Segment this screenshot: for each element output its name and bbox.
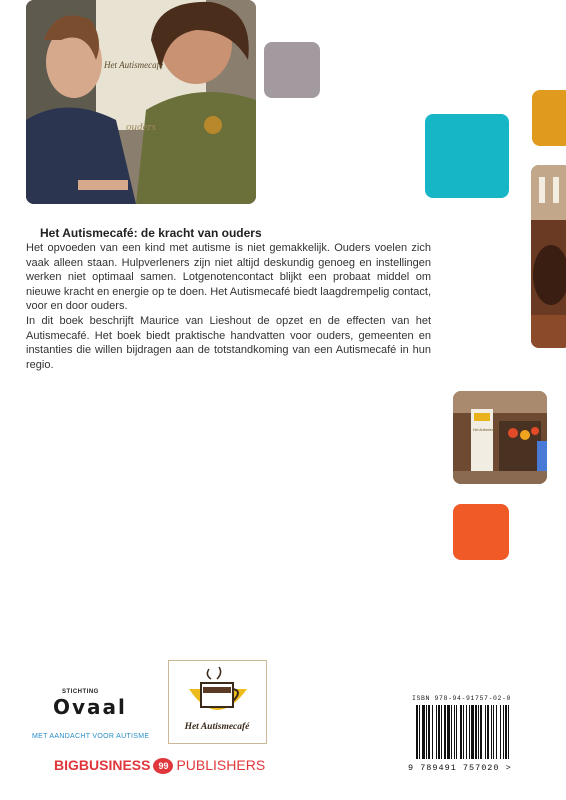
barcode-bar — [469, 705, 470, 759]
mauve-square — [264, 42, 320, 98]
barcode-bar — [451, 705, 452, 759]
blurb-paragraph-2: In dit boek beschrijft Maurice van Lieshout de opzet en de effecten van het Autismecafé. Het boek biedt praktische handvatten voor ouders, gemeenten en instanties die willen bijdragen aan de totstandkoming van een Autismecafé in hun regio. — [26, 314, 431, 371]
barcode-bar — [428, 705, 430, 759]
blurb — [26, 241, 431, 372]
ovaal-prefix: STICHTING — [62, 689, 99, 695]
barcode-bar — [460, 705, 462, 759]
sign-text-2: ouders — [126, 121, 156, 133]
small-sign-text: Het Autismecafé — [473, 428, 499, 432]
barcode-bar — [480, 705, 482, 759]
orange-square — [453, 504, 509, 560]
blurb-paragraph-1: Het opvoeden van een kind met autisme is niet gemakkelijk. Ouders voelen zich vaak alleen staan. Hulpverleners zijn niet altijd deskundig genoeg en instellingen werken niet optimaal samen. Lotgenotencontact blijkt een probaat middel om nieuwe kracht en energie op te doen. Het Autismecafé biedt laagdrempelig contact, voor en door ouders. — [26, 242, 431, 313]
barcode-bar — [447, 705, 450, 759]
isbn-label: ISBN 978-94-91757-02-0 — [412, 695, 512, 702]
barcode-bar — [438, 705, 440, 759]
barcode-bar — [441, 705, 442, 759]
barcode-bar — [422, 705, 425, 759]
barcode-bar — [500, 705, 501, 759]
sign-text: Het Autismecafé — [104, 60, 164, 70]
barcode-bar — [471, 705, 474, 759]
cup-icon — [169, 661, 266, 743]
publisher-name-part1: BIGBUSINESS — [54, 757, 151, 773]
barcode-bar — [456, 705, 457, 759]
teal-square — [425, 114, 509, 198]
barcode-bar — [466, 705, 467, 759]
small-photo — [453, 391, 547, 484]
barcode-bar — [485, 705, 486, 759]
autismecafe-logo — [168, 660, 267, 744]
barcode-digits: 9 789491 757020 > — [408, 763, 512, 773]
barcode-bar — [463, 705, 464, 759]
barcode-bar — [496, 705, 497, 759]
barcode-bar — [454, 705, 455, 759]
right-edge-photo — [531, 165, 566, 348]
barcode-bar — [493, 705, 494, 759]
barcode-bar — [505, 705, 507, 759]
right-edge-photo-art — [531, 165, 566, 348]
top-photo — [26, 0, 256, 204]
top-photo-art — [26, 0, 256, 204]
book-subtitle-heading: Het Autismecafé: de kracht van ouders — [40, 226, 262, 240]
barcode-bar — [475, 705, 477, 759]
barcode-bar — [491, 705, 492, 759]
barcode-bar — [419, 705, 420, 759]
barcode-bar — [416, 705, 418, 759]
publisher-logo — [54, 757, 265, 774]
barcode-bar — [487, 705, 489, 759]
cafe-logo-text: Het Autismecafé — [184, 722, 250, 732]
publisher-name-part2: PUBLISHERS — [176, 757, 266, 773]
barcode-bar — [432, 705, 433, 759]
ovaal-tagline: MET AANDACHT VOOR AUTISME — [32, 733, 150, 740]
small-photo-art — [453, 391, 547, 484]
barcode-bar — [426, 705, 427, 759]
barcode-bar — [444, 705, 446, 759]
barcode-bar — [508, 705, 509, 759]
barcode-bar — [478, 705, 479, 759]
publisher-mark-icon: 99 — [153, 758, 173, 774]
barcode-bar — [503, 705, 504, 759]
amber-square — [532, 90, 566, 146]
barcode-icon — [414, 705, 544, 759]
barcode-bar — [436, 705, 437, 759]
ovaal-logo-name: Ovaal — [53, 695, 127, 719]
